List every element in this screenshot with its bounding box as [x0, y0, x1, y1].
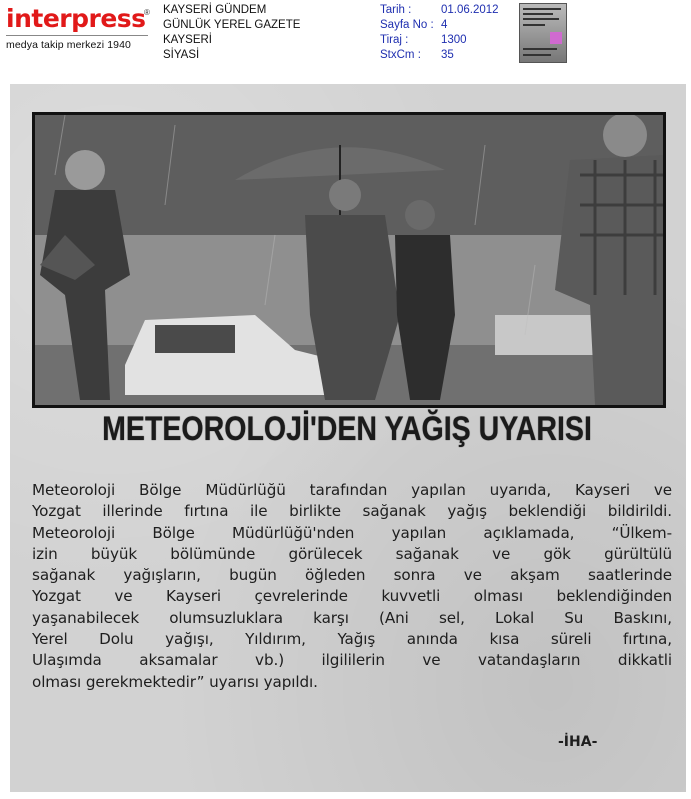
- logo-subtitle: medya takip merkezi 1940: [6, 39, 131, 51]
- meta-value: 1300: [441, 34, 467, 46]
- meta-label: Tarih :: [380, 4, 412, 16]
- publication-category: SİYASİ: [163, 49, 200, 61]
- registered-mark: ®: [144, 8, 150, 17]
- logo-divider: [6, 35, 148, 36]
- news-photo: [32, 112, 666, 408]
- meta-value: 01.06.2012: [441, 4, 499, 16]
- interpress-logo: [6, 6, 154, 54]
- publication-name: KAYSERİ GÜNDEM: [163, 4, 267, 16]
- body-line: sağanak yağışların, bugün öğleden sonra ve akşam saatlerinde: [32, 566, 672, 585]
- publication-info: [163, 3, 300, 63]
- body-line: Yozgat illerinde fırtına ile birlikte sağanak yağış beklendiği bildirildi.: [32, 502, 672, 521]
- body-line: Yozgat ve Kayseri çevrelerinde kuvvetli olması beklendiğinden: [32, 587, 672, 606]
- logo-wordmark: interpress: [6, 4, 146, 33]
- body-line: Meteoroloji Bölge Müdürlüğü'nden yapılan açıklamada, “Ülkem-: [32, 523, 672, 542]
- news-agency-credit: -İHA-: [558, 734, 598, 750]
- meta-label: StxCm :: [380, 49, 421, 61]
- clip-location-marker: [550, 32, 562, 44]
- body-line: yaşanabilecek olumsuzluklara karşı (Ani sel, Lokal Su Baskını,: [32, 608, 672, 627]
- meta-value: 35: [441, 49, 454, 61]
- newspaper-clipping: [10, 84, 686, 792]
- meta-label: Tiraj :: [380, 34, 409, 46]
- publication-city: KAYSERİ: [163, 34, 212, 46]
- article-body: [32, 480, 672, 693]
- body-line: Meteoroloji Bölge Müdürlüğü tarafından yapılan uyarıda, Kayseri ve: [32, 481, 672, 499]
- body-line: Yerel Dolu yağışı, Yıldırım, Yağış anında kısa süreli fırtına,: [32, 630, 672, 649]
- body-line: izin büyük bölümünde görülecek sağanak ve gök gürültülü: [32, 544, 672, 563]
- meta-label: Sayfa No :: [380, 19, 434, 31]
- body-line: Ulaşımda aksamalar vb.) ilgililerin ve vatandaşların dikkatli: [32, 651, 672, 670]
- publication-type: GÜNLÜK YEREL GAZETE: [163, 19, 301, 31]
- rain-scene-image: [35, 115, 663, 405]
- page-thumbnail[interactable]: [519, 3, 567, 63]
- clipping-header: [0, 0, 691, 70]
- body-line: olması gerekmektedir” uyarısı yapıldı.: [32, 672, 318, 691]
- meta-value: 4: [441, 19, 448, 31]
- article-headline: METEOROLOJİ'DEN YAĞIŞ UYARISI: [102, 410, 592, 448]
